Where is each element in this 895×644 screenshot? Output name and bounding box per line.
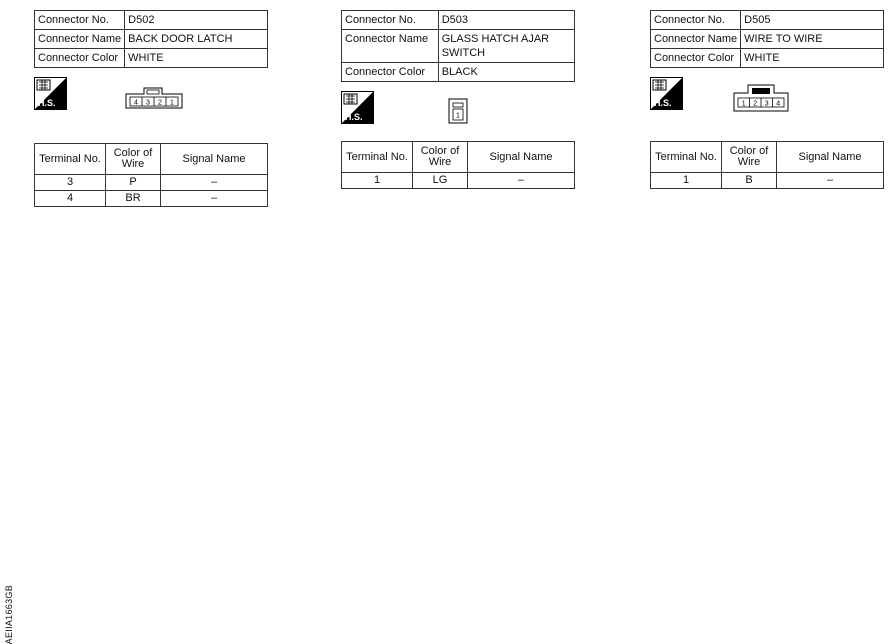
connector-no-label: Connector No. — [342, 11, 439, 30]
harness-side-icon — [34, 77, 67, 110]
wire-color-cell: B — [722, 173, 777, 189]
connector-face-diagram — [446, 97, 470, 125]
terminal-cell: 1 — [651, 173, 722, 189]
terminal-no-header: Terminal No. — [35, 144, 106, 175]
diagram-code: AEIIA1663GB — [4, 585, 14, 644]
signal-name-header: Signal Name — [777, 142, 884, 173]
connector-block-d503 — [341, 10, 576, 186]
table-row — [35, 191, 268, 207]
terminal-cell: 1 — [342, 173, 413, 189]
wire-color-cell: LG — [413, 173, 468, 189]
pin-label: 4 — [134, 99, 138, 107]
pin-label: 3 — [146, 99, 150, 107]
connector-color-value: BLACK — [438, 63, 574, 82]
signal-name-header: Signal Name — [468, 142, 575, 173]
harness-side-icon — [341, 91, 374, 124]
wire-color-header: Color of Wire — [413, 142, 468, 173]
hs-label: H.S. — [38, 98, 56, 108]
connector-name-value: BACK DOOR LATCH — [125, 30, 268, 49]
table-row — [651, 173, 884, 189]
terminal-cell: 3 — [35, 175, 106, 191]
connector-info-table — [650, 10, 884, 68]
connector-color-value: WHITE — [125, 49, 268, 68]
connector-info-table — [34, 10, 268, 68]
terminal-no-header: Terminal No. — [651, 142, 722, 173]
wire-color-header: Color of Wire — [722, 142, 777, 173]
connector-no-value: D503 — [438, 11, 574, 30]
connector-block-d505 — [650, 10, 885, 186]
wire-color-header: Color of Wire — [106, 144, 161, 175]
signal-cell: – — [161, 191, 268, 207]
terminal-table — [341, 141, 575, 189]
connector-face-diagram — [122, 86, 186, 110]
connector-color-label: Connector Color — [651, 49, 741, 68]
pin-label: 1 — [170, 99, 174, 107]
wire-color-cell: BR — [106, 191, 161, 207]
connector-no-value: D505 — [741, 11, 884, 30]
pin-label: 4 — [776, 100, 781, 108]
pin-label: 2 — [158, 99, 162, 107]
signal-cell: – — [468, 173, 575, 189]
connector-no-label: Connector No. — [651, 11, 741, 30]
connector-name-label: Connector Name — [651, 30, 741, 49]
connector-info-table — [341, 10, 575, 82]
harness-side-icon — [650, 77, 683, 110]
table-row — [35, 175, 268, 191]
signal-cell: – — [777, 173, 884, 189]
connector-color-label: Connector Color — [342, 63, 439, 82]
wire-color-cell: P — [106, 175, 161, 191]
hs-label: H.S. — [654, 98, 672, 108]
hs-label: H.S. — [345, 112, 363, 122]
connector-name-label: Connector Name — [35, 30, 125, 49]
signal-name-header: Signal Name — [161, 144, 268, 175]
connector-name-value: GLASS HATCH AJAR SWITCH — [438, 30, 574, 63]
pin-label: 2 — [753, 100, 758, 108]
connector-block-d502 — [34, 10, 269, 204]
connector-no-label: Connector No. — [35, 11, 125, 30]
connector-name-value: WIRE TO WIRE — [741, 30, 884, 49]
terminal-table — [34, 143, 268, 207]
connector-color-value: WHITE — [741, 49, 884, 68]
connector-name-label: Connector Name — [342, 30, 439, 63]
signal-cell: – — [161, 175, 268, 191]
table-row — [342, 173, 575, 189]
connector-no-value: D502 — [125, 11, 268, 30]
terminal-table — [650, 141, 884, 189]
terminal-no-header: Terminal No. — [342, 142, 413, 173]
pin-label: 1 — [456, 112, 460, 120]
terminal-cell: 4 — [35, 191, 106, 207]
connector-color-label: Connector Color — [35, 49, 125, 68]
pin-label: 3 — [764, 100, 769, 108]
connector-face-diagram — [730, 83, 794, 113]
pin-label: 1 — [741, 100, 746, 108]
